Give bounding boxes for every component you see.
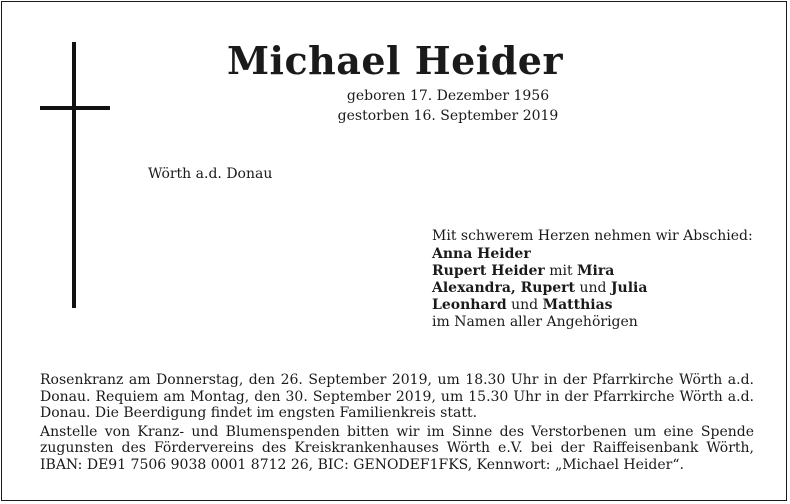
mourner-name: Alexandra, Rupert [432,280,576,296]
notice-footer [40,372,754,473]
mourners-block [432,228,753,331]
mourner-line [432,280,753,297]
mourner-connector: mit [544,263,578,279]
life-dates [0,86,790,126]
mourner-connector: und [506,297,543,313]
deceased-name: Michael Heider [226,38,563,83]
place-of-residence: Wörth a.d. Donau [148,166,273,182]
mourner-connector: und [575,280,611,296]
mourner-line [432,246,753,263]
mourner-name: Leonhard [432,297,507,313]
service-details: Rosenkranz am Donnerstag, den 26. September 2019, um 18.30 Uhr in der Pfarrkirche Wörth a.d. Donau. Requiem am Montag, den 30. September 2019, um 15.30 Uhr in der Pfarrkirche Wörth a.d. Donau. Die Beerdigung findet im engsten Familienkreis statt. [40,372,754,421]
mourners-heading: Mit schwerem Herzen nehmen wir Abschied: [432,228,753,244]
mourner-name: Julia [610,280,648,296]
mourner-name: Matthias [542,297,613,313]
mourners-closing: im Namen aller Angehörigen [432,314,638,330]
mourner-line [432,263,753,280]
donation-request: Anstelle von Kranz- und Blumenspenden bitten wir im Sinne des Verstorbenen um eine Spende zugunsten des Fördervereins des Kreiskrankenhauses Wörth e.V. bei der Raiffeisenbank Wörth, IBAN: DE91 7506 9038 0001 8712 26, BIC: GENODEF1FKS, Kennwort: „Michael Heider“. [40,423,754,473]
death-date: gestorben 16. September 2019 [337,108,559,124]
mourner-name: Rupert Heider [432,263,545,279]
mourner-line [432,297,753,314]
birth-date: geboren 17. Dezember 1956 [346,88,550,104]
mourner-name: Anna Heider [432,246,531,262]
mourner-name: Mira [577,263,615,279]
